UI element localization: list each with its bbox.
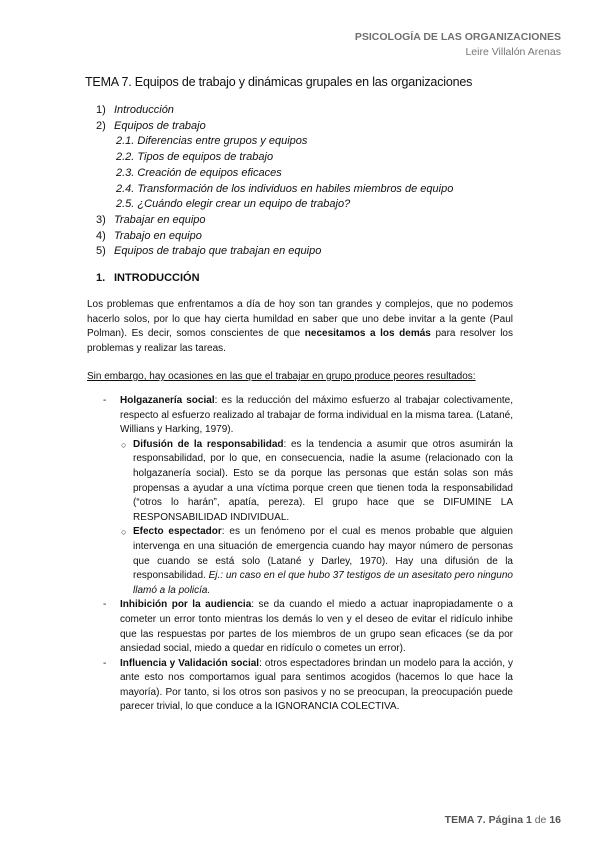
toc-subitem: 2.5. ¿Cuándo elegir crear un equipo de trabajo? [116, 198, 351, 211]
toc-item: 4) Trabajo en equipo [96, 229, 202, 242]
page-footer: TEMA 7. Página 1 de 16 [444, 814, 561, 826]
bullet-list [103, 394, 513, 715]
course-title: PSICOLOGÍA DE LAS ORGANIZACIONES [354, 31, 561, 43]
list-item: - Influencia y Validación social: otros espectadores brindan un modelo para la acción, y ante esto nos comportamos igual para sentimos acogidos (hacemos lo que hace la mayoría). Por tanto, si los otros son pasivos y no se preocupan, la preocupación puede parecer trivial, lo que conduce a la IGNORANCIA COLECTIVA. [103, 657, 513, 713]
list-item: - Inhibición por la audiencia: se da cuando el miedo a actuar inapropiadamente o a cometer un error tonto mientras los demás lo ven y el deseo de evitar el ridículo inhibe que las respuestas por partes de los miembros de un grupo sean eficaces (se da por ansiedad social, miedo a quedar en ridículo o cometes un error). [103, 599, 513, 655]
intro-paragraph: Los problemas que enfrentamos a día de hoy son tan grandes y complejos, que no podemos hacerlo solos, por lo que hay cierta humildad en saber que uno debe invitar a la gente (Paul Polman). Es decir, somos conscientes de que necesitamos a los demás para resolver los problemas y realizar las tareas. [87, 299, 513, 354]
page-number: 1 [525, 814, 532, 826]
toc-item: 1) Introducción [96, 104, 174, 116]
sub-list-item: ○ Difusión de la responsabilidad: es la tendencia a asumir que otros asumirán la responsabilidad, por lo que, en consecuencia, nadie la asume (relacionado con la holgazanería social). Esto se da porque las personas que están solas son más propensas a ayudar a una víctima porque creen que tienen toda la responsabilidad (“otros lo harán”, apatía, pereza). El grupo hace que se DIFUMINE LA RESPONSABILIDAD INDIVIDUAL. [121, 438, 513, 523]
toc-subitem: 2.4. Transformación de los individuos en habiles miembros de equipo [116, 182, 454, 195]
page-header [355, 30, 561, 60]
list-item: - Holgazanería social: es la reducción del máximo esfuerzo al trabajar colectivamente, respecto al esfuerzo realizado al trabajar de forma individual en la misma tarea. (Latané, Willians y Harking, 1979). [103, 395, 514, 436]
section-heading: 1. INTRODUCCIÓN [96, 272, 200, 284]
document-title: TEMA 7. Equipos de trabajo y dinámicas grupales en las organizaciones [85, 75, 473, 89]
toc-item: 3) Trabajar en equipo [96, 213, 206, 226]
sub-list-item: ○ Efecto espectador: es un fenómeno por el cual es menos probable que alguien intervenga en una situación de emergencia cuando hay mayor número de personas que cuando se está solo (Latané y Darley, 1970). Hay una difusión de la responsabilidad. Ej.: un caso en el que hubo 37 testigos de un asesitato pero ninguno llamó a la policía. [121, 526, 513, 596]
table-of-contents [96, 103, 453, 260]
toc-subitem: 2.1. Diferencias entre grupos y equipos [116, 135, 308, 148]
toc-item: 5) Equipos de trabajo que trabajan en equipo [96, 245, 322, 258]
toc-subitem: 2.2. Tipos de equipos de trabajo [116, 151, 274, 164]
toc-item: 2) Equipos de trabajo [96, 119, 206, 132]
page-total: 16 [549, 814, 561, 826]
author-name: Leire Villalón Arenas [465, 46, 561, 58]
underlined-statement: Sin embargo, hay ocasiones en las que el trabajar en grupo produce peores resultados: [87, 371, 476, 382]
toc-subitem: 2.3. Creación de equipos eficaces [116, 166, 282, 179]
